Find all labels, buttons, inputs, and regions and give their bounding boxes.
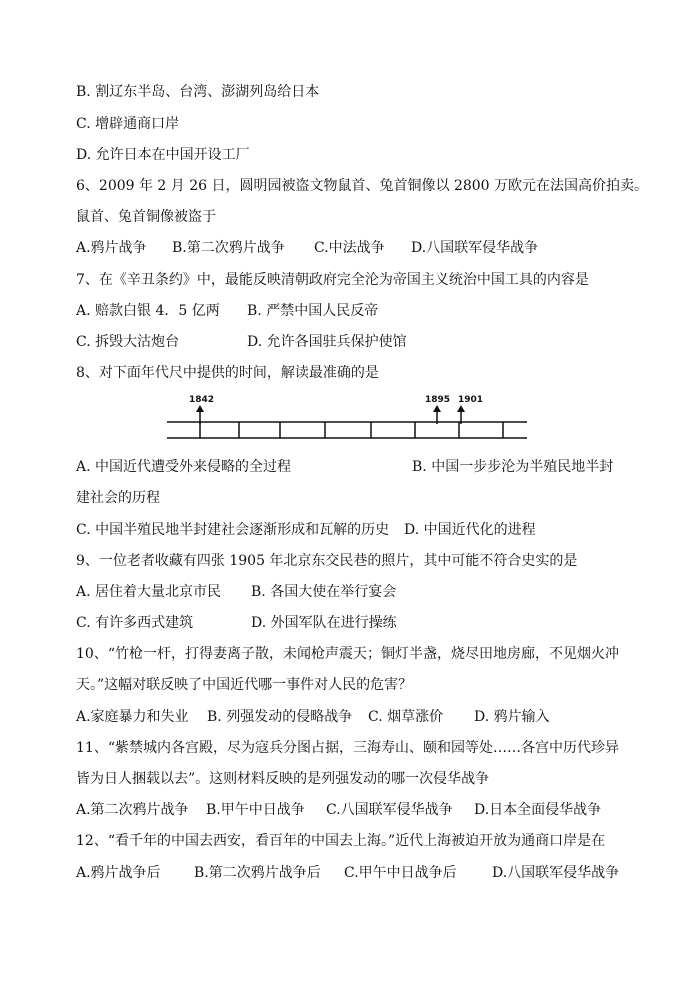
q11-stem-line2: 皆为日人捆载以去”。这则材料反映的是列强发动的哪一次侵华战争 xyxy=(76,771,490,787)
q7-stem: 7、在《辛丑条约》中，最能反映清朝政府完全沦为帝国主义统治中国工具的内容是 xyxy=(76,272,589,288)
marker-1901 xyxy=(457,395,483,424)
q10-stem-line1: 10、“竹枪一杆，打得妻离子散，未闻枪声震天；铜灯半盏，烧尽田地房廊，不见烟火冲 xyxy=(76,646,619,662)
q8-option-b-line1: B. 中国一步步沦为半殖民地半封 xyxy=(412,459,614,475)
q12-option-c: C.甲午中日战争后 xyxy=(344,865,457,881)
q8-option-a: A. 中国近代遭受外来侵略的全过程 xyxy=(76,459,292,475)
q9-option-c: C. 有许多西式建筑 xyxy=(76,615,194,631)
marker-1842 xyxy=(189,395,214,424)
q10-option-c: C. 烟草涨价 xyxy=(368,709,444,725)
q11-stem-line1: 11、“紫禁城内各宫殿，尽为寇兵分图占据，三海寿山、颐和园等处……各宫中历代珍异 xyxy=(76,740,619,756)
q7-option-d: D. 允许各国驻兵保护使馆 xyxy=(247,334,407,350)
q8-option-c: C. 中国半殖民地半封建社会逐渐形成和瓦解的历史 xyxy=(76,522,390,538)
q9-option-d: D. 外国军队在进行操练 xyxy=(251,615,397,631)
q6-option-b: B.第二次鸦片战争 xyxy=(172,240,285,256)
q5-option-c: C. 增辟通商口岸 xyxy=(76,116,180,132)
q12-stem: 12、“看千年的中国去西安，看百年的中国去上海。”近代上海被迫开放为通商口岸是在 xyxy=(76,833,606,849)
q9-option-a: A. 居住着大量北京市民 xyxy=(76,584,222,600)
q6-option-d: D.八国联军侵华战争 xyxy=(411,240,539,256)
q11-option-c: C.八国联军侵华战争 xyxy=(326,802,453,818)
q6-stem-line2: 鼠首、兔首铜像被盗于 xyxy=(76,209,216,225)
q8-option-b-line2: 建社会的历程 xyxy=(76,490,160,506)
q7-option-b: B. 严禁中国人民反帝 xyxy=(247,303,379,319)
q7-option-a: A. 赔款白银 4．5 亿两 xyxy=(76,303,220,319)
q10-option-d: D. 鸦片输入 xyxy=(474,709,550,725)
q5-option-d: D. 允许日本在中国开设工厂 xyxy=(76,147,250,163)
q7-option-c: C. 拆毁大沽炮台 xyxy=(76,334,180,350)
q6-option-a: A.鸦片战争 xyxy=(76,240,147,256)
q8-option-d: D. 中国近代化的进程 xyxy=(404,522,536,538)
q11-option-b: B.甲午中日战争 xyxy=(206,802,305,818)
q10-option-a: A.家庭暴力和失业 xyxy=(76,709,189,725)
year-ruler xyxy=(165,392,530,442)
timeline-label-1842: 1842 xyxy=(189,395,215,405)
q10-stem-line2: 天。”这幅对联反映了中国近代哪一事件对人民的危害？ xyxy=(76,677,413,693)
q5-option-b: B. 割辽东半岛、台湾、澎湖列岛给日本 xyxy=(76,84,320,100)
q12-option-b: B.第二次鸦片战争后 xyxy=(194,865,321,881)
q8-stem: 8、对下面年代尺中提供的时间，解读最准确的是 xyxy=(76,365,379,381)
q12-option-a: A.鸦片战争后 xyxy=(76,865,161,881)
q9-option-b: B. 各国大使在举行宴会 xyxy=(251,584,397,600)
timeline-label-1901: 1901 xyxy=(458,395,484,405)
q6-option-c: C.中法战争 xyxy=(314,240,385,256)
q11-option-d: D.日本全面侵华战争 xyxy=(474,802,602,818)
q11-option-a: A.第二次鸦片战争 xyxy=(76,802,189,818)
q6-stem-line1: 6、2009 年 2 月 26 日，圆明园被盗文物鼠首、兔首铜像以 2800 万欧元在法国高价拍卖。 xyxy=(76,178,649,194)
timeline-label-1895: 1895 xyxy=(425,395,451,405)
q9-stem: 9、一位老者收藏有四张 1905 年北京东交民巷的照片，其中可能不符合史实的是 xyxy=(76,553,578,569)
marker-1895 xyxy=(425,395,450,424)
q10-option-b: B. 列强发动的侵略战争 xyxy=(207,709,353,725)
q12-option-d: D.八国联军侵华战争 xyxy=(492,865,620,881)
